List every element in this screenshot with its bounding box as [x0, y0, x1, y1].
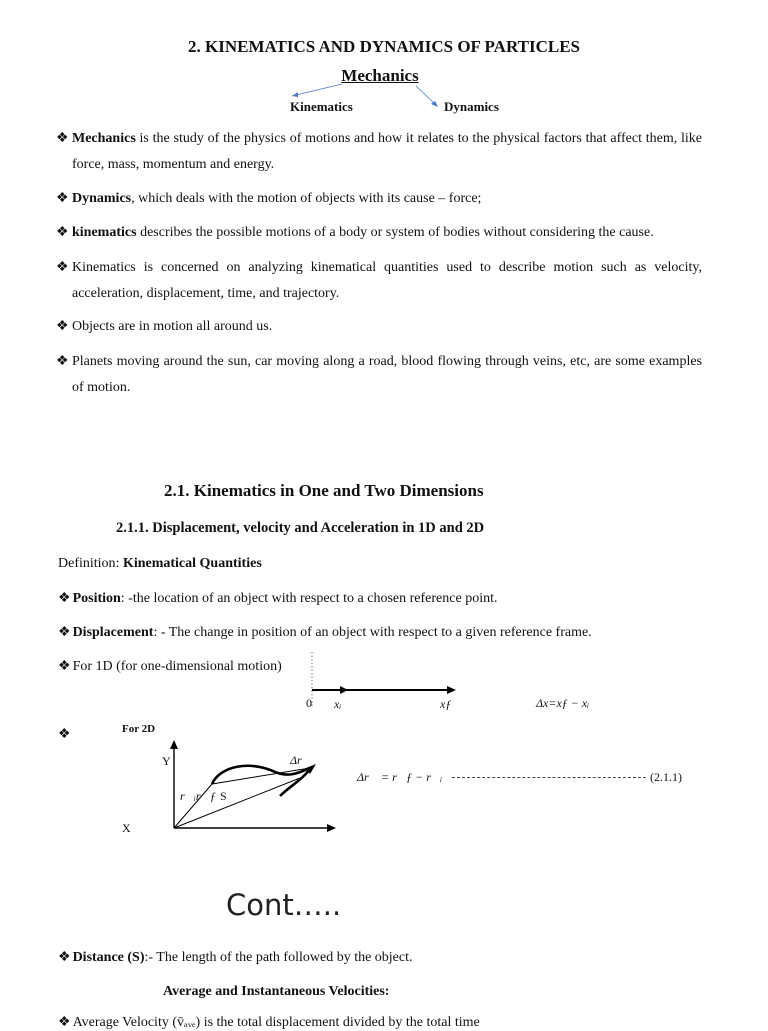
diamond-bullet-icon: ❖ — [56, 191, 69, 206]
equation-2d: Δr⃗ = r⃗ƒ − r⃗ᵢ — [357, 770, 443, 784]
avg-velocity-line: ❖ Average Velocity (v̄ₐᵥₑ) is the total displacement divided by the total time — [58, 1015, 480, 1030]
definition-line: Definition: Kinematical Quantities — [58, 556, 262, 571]
equation-1d: Δx=xƒ − xᵢ — [536, 696, 590, 710]
diamond-bullet-icon: ❖ — [58, 1015, 71, 1030]
origin-label: 0 — [306, 696, 312, 710]
diamond-bullet-icon: ❖ — [56, 225, 69, 240]
diamond-bullet-icon: ❖ — [58, 591, 71, 606]
y-axis-label: Y — [162, 754, 171, 768]
bullet-motion-examples: ❖ Planets moving around the sun, car moving along a road, blood flowing through veins, etc, are some examples of motion. — [56, 349, 702, 401]
x-axis-label: X — [122, 821, 131, 835]
for-2d-label: For 2D — [122, 723, 156, 735]
section-heading-2-1: 2.1. Kinematics in One and Two Dimensions — [164, 481, 484, 500]
diamond-bullet-icon: ❖ — [58, 727, 71, 742]
continued-heading: Cont….. — [226, 888, 342, 922]
diamond-bullet-icon: ❖ — [56, 354, 69, 369]
equation-number: (2.1.1) — [650, 770, 682, 784]
diagram-2d — [150, 736, 350, 836]
dynamics-label: Dynamics — [444, 99, 499, 114]
bullet-dynamics: ❖ Dynamics, which deals with the motion of objects with its cause – force; — [56, 186, 702, 212]
bullet-objects-in-motion: ❖ Objects are in motion all around us. — [56, 314, 702, 340]
avg-velocities-heading: Average and Instantaneous Velocities: — [163, 984, 390, 999]
position-line: ❖ Position: -the location of an object with respect to a chosen reference point. — [58, 591, 498, 606]
for-2d-bullet — [58, 726, 73, 743]
diamond-bullet-icon: ❖ — [56, 319, 69, 334]
kinematics-label: Kinematics — [290, 99, 353, 114]
for-1d-line: ❖ For 1D (for one-dimensional motion) — [58, 659, 282, 674]
diamond-bullet-icon: ❖ — [58, 950, 71, 965]
diamond-bullet-icon: ❖ — [58, 659, 71, 674]
equation-leader-dashes — [452, 777, 646, 778]
ri-rf-label: r⃗ᵢr⃗ƒ — [180, 789, 216, 803]
xi-label: xᵢ — [334, 697, 342, 711]
bullet-kinematical-quantities: ❖ Kinematics is concerned on analyzing kinematical quantities used to describe motion such as velocity, acceleration, displacement, time, and trajectory. — [56, 255, 702, 307]
distance-line: ❖ Distance (S):- The length of the path followed by the object. — [58, 950, 413, 965]
bullet-kinematics: ❖ kinematics describes the possible motions of a body or system of bodies without considering the cause. — [56, 220, 702, 246]
section-heading-2-1-1: 2.1.1. Displacement, velocity and Acceleration in 1D and 2D — [116, 520, 485, 536]
s-label: S — [220, 789, 227, 803]
xf-label: xƒ — [440, 697, 452, 711]
displacement-line: ❖ Displacement: - The change in position of an object with respect to a given reference frame. — [58, 625, 592, 640]
mechanics-heading: Mechanics — [341, 66, 419, 85]
diamond-bullet-icon: ❖ — [56, 260, 69, 275]
diamond-bullet-icon: ❖ — [58, 625, 71, 640]
diamond-bullet-icon: ❖ — [56, 131, 69, 146]
bullet-mechanics: ❖ Mechanics is the study of the physics of motions and how it relates to the physical factors that affect them, like force, mass, momentum and energy. — [56, 126, 702, 178]
page-title: 2. KINEMATICS AND DYNAMICS OF PARTICLES — [187, 37, 580, 56]
delta-r-label: Δr⃗ — [290, 753, 312, 767]
